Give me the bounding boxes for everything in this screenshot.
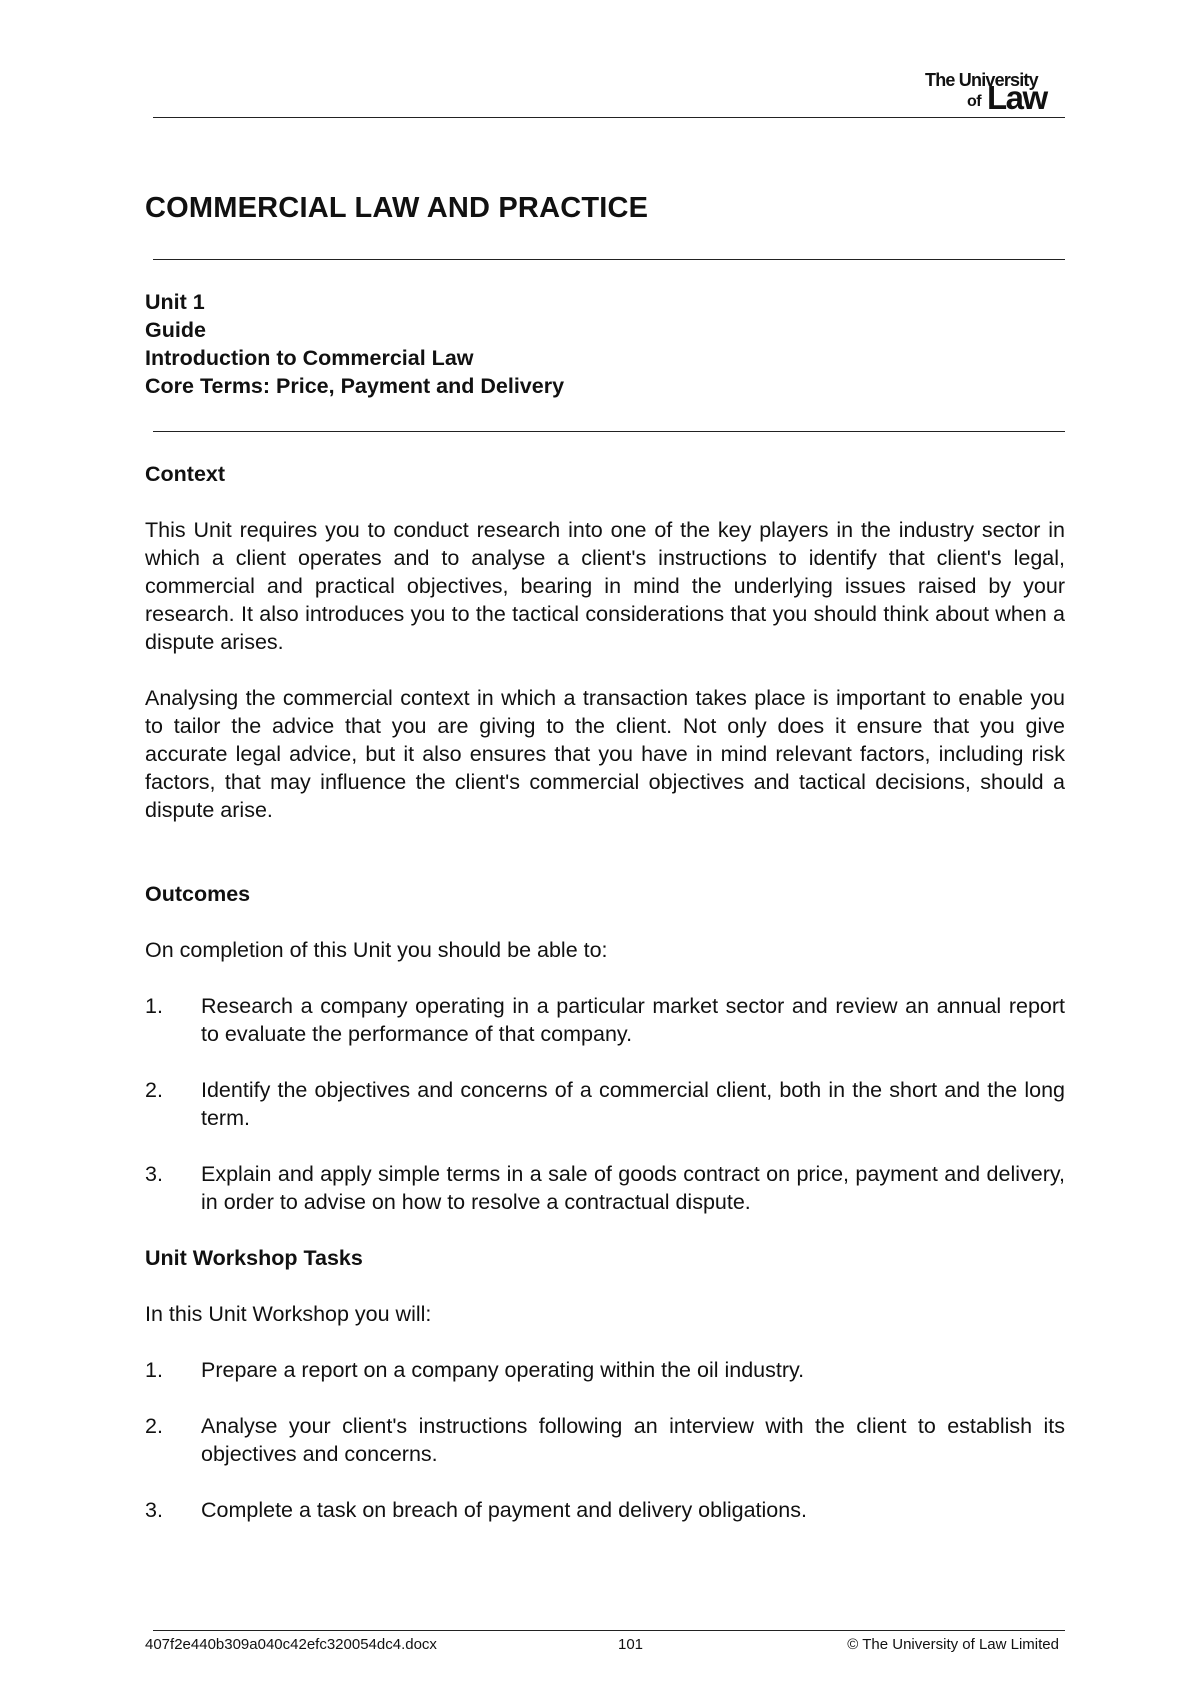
list-text: Prepare a report on a company operating within the oil industry. xyxy=(201,1358,805,1382)
document-body xyxy=(145,460,1065,1524)
workshop-tasks-intro: In this Unit Workshop you will: xyxy=(145,1302,432,1326)
list-number: 1. xyxy=(145,1358,163,1382)
context-heading: Context xyxy=(145,462,226,486)
unit-core-terms: Core Terms: Price, Payment and Delivery xyxy=(145,374,565,398)
list-number: 3. xyxy=(145,1162,163,1186)
context-paragraph: Analysing the commercial context in which a transaction takes place is important to enable you to tailor the advice that you are giving to the client. Not only does it ensure that you give accurate legal advice, but it also ensures that you have in mind relevant factors, including risk factors, that may influence the client's commercial objectives and tactical decisions, should a dispute arise. xyxy=(145,686,1065,822)
list-text: Analyse your client's instructions following an interview with the client to establish its objectives and concerns. xyxy=(201,1414,1065,1466)
unit-heading-block xyxy=(145,288,1065,400)
list-text: Research a company operating in a particular market sector and review an annual report to evaluate the performance of that company. xyxy=(201,994,1065,1046)
outcomes-heading: Outcomes xyxy=(145,882,251,906)
unit-guide: Guide xyxy=(145,318,206,342)
unit-number: Unit 1 xyxy=(145,290,205,314)
footer-copyright: © The University of Law Limited xyxy=(847,1636,1059,1653)
list-item xyxy=(145,1496,1065,1524)
university-of-law-logo xyxy=(853,68,1063,114)
section-rule xyxy=(153,431,1065,432)
list-item xyxy=(145,992,1065,1048)
list-item xyxy=(145,1356,1065,1384)
list-number: 3. xyxy=(145,1498,163,1522)
list-text: Explain and apply simple terms in a sale of goods contract on price, payment and delivery, in order to advise on how to resolve a contractual dispute. xyxy=(201,1162,1065,1214)
list-item xyxy=(145,1412,1065,1468)
unit-subtitle: Introduction to Commercial Law xyxy=(145,346,474,370)
list-number: 1. xyxy=(145,994,163,1018)
logo-of: of xyxy=(967,93,982,110)
context-paragraph: This Unit requires you to conduct research into one of the key players in the industry sector in which a client operates and to analyse a client's instructions to identify that client's legal, commercial and practical objectives, bearing in mind the underlying issues raised by your research. It also introduces you to the tactical considerations that you should think about when a dispute arises. xyxy=(145,518,1065,654)
footer-rule xyxy=(153,1630,1065,1631)
page-footer xyxy=(145,1636,1065,1656)
workshop-tasks-heading: Unit Workshop Tasks xyxy=(145,1246,363,1270)
list-number: 2. xyxy=(145,1414,163,1438)
document-title: COMMERCIAL LAW AND PRACTICE xyxy=(145,192,649,224)
workshop-tasks-list xyxy=(145,1356,1065,1524)
list-number: 2. xyxy=(145,1078,163,1102)
header-rule xyxy=(153,117,1065,118)
title-rule xyxy=(153,259,1065,260)
footer-filename: 407f2e440b309a040c42efc320054dc4.docx xyxy=(145,1636,437,1653)
outcomes-intro: On completion of this Unit you should be able to: xyxy=(145,938,608,962)
list-item xyxy=(145,1076,1065,1132)
footer-page-number: 101 xyxy=(618,1636,644,1653)
outcomes-list xyxy=(145,992,1065,1216)
logo-line1: The University xyxy=(925,70,1038,90)
list-item xyxy=(145,1160,1065,1216)
list-text: Complete a task on breach of payment and delivery obligations. xyxy=(201,1498,807,1522)
list-text: Identify the objectives and concerns of a commercial client, both in the short and the long term. xyxy=(201,1078,1065,1130)
logo-law: Law xyxy=(987,79,1047,114)
